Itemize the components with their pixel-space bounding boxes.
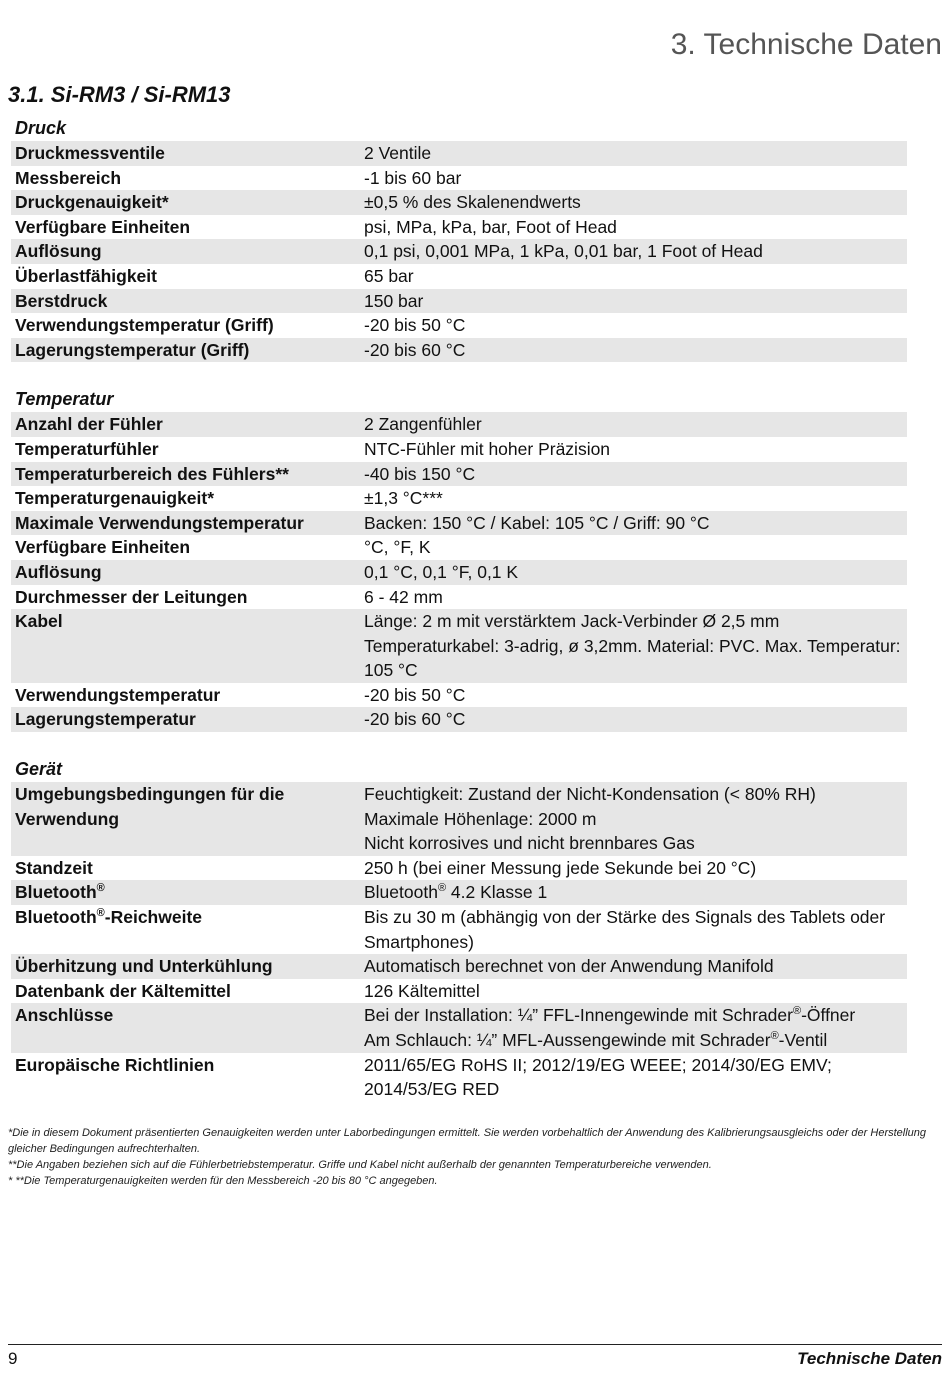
footnotes	[8, 1125, 938, 1189]
spec-row	[11, 166, 907, 191]
footnote: *Die in diesem Dokument präsentierten Genauigkeiten werden unter Laborbedingungen ermittelt. Sie werden vorbehaltlich der Anwendung des Kalibrierungsausgleichs oder der Herstellung gleicher Bedingungen aufrechterhalten.	[8, 1127, 927, 1155]
spec-value-line: Bei der Installation: ¼” FFL-Innengewinde mit Schrader®-Öffner	[364, 1005, 856, 1026]
spec-value	[361, 215, 907, 240]
spec-value	[361, 462, 907, 487]
spec-row	[11, 141, 907, 166]
spec-value-line: Am Schlauch: ¼” MFL-Aussengewinde mit Schrader®-Ventil	[364, 1030, 828, 1050]
spec-value-line: Bis zu 30 m (abhängig von der Stärke des Signals des Tablets oder	[364, 907, 886, 928]
spec-label: Standzeit	[15, 857, 93, 878]
spec-label: Datenbank der Kältemittel	[15, 980, 231, 1001]
spec-row	[11, 239, 907, 264]
spec-label: Überlastfähigkeit	[15, 265, 157, 286]
spec-label: Verfügbare Einheiten	[15, 216, 191, 237]
spec-value-line: Smartphones)	[364, 931, 474, 952]
spec-label: Druckmessventile	[15, 143, 165, 163]
spec-value	[361, 239, 907, 264]
spec-value	[361, 313, 907, 338]
spec-row	[11, 338, 907, 363]
spec-value-line: Feuchtigkeit: Zustand der Nicht-Kondensation (< 80% RH)	[364, 784, 816, 805]
spec-label: Bluetooth®-Reichweite	[15, 907, 203, 928]
spec-label: Verwendungstemperatur	[15, 684, 221, 705]
spec-value-line: Backen: 150 °C / Kabel: 105 °C / Griff: 90 °C	[364, 512, 710, 533]
spec-value-line: NTC-Fühler mit hoher Präzision	[364, 438, 611, 459]
spec-row	[11, 264, 907, 289]
spec-value-line: 250 h (bei einer Messung jede Sekunde bei 20 °C)	[364, 857, 757, 878]
spec-row	[11, 412, 907, 437]
spec-value-line: psi, MPa, kPa, bar, Foot of Head	[364, 216, 617, 237]
spec-value	[361, 486, 907, 511]
spec-label: Überhitzung und Unterkühlung	[15, 956, 273, 977]
spec-label: Kabel	[15, 611, 63, 632]
spec-row	[11, 856, 907, 881]
spec-row	[11, 954, 907, 979]
spec-row	[11, 609, 907, 683]
spec-value-line: -1 bis 60 bar	[364, 167, 462, 188]
spec-row	[11, 535, 907, 560]
spec-row	[11, 313, 907, 338]
spec-value	[361, 511, 907, 536]
spec-value-line: °C, °F, K	[364, 537, 431, 558]
footer-title: Technische Daten	[797, 1349, 942, 1368]
spec-row	[11, 1053, 907, 1102]
spec-value-line: 126 Kältemittel	[364, 980, 480, 1001]
spec-label: Europäische Richtlinien	[15, 1054, 215, 1075]
spec-value	[361, 412, 907, 437]
spec-value	[361, 1053, 907, 1102]
spec-label: Anzahl der Fühler	[15, 414, 163, 435]
spec-label: Temperaturbereich des Fühlers**	[15, 463, 289, 484]
spec-value-line: 2 Zangenfühler	[364, 414, 482, 435]
footnote: * **Die Temperaturgenauigkeiten werden für den Messbereich -20 bis 80 °C angegeben.	[8, 1175, 438, 1187]
spec-value-line: 2011/65/EG RoHS II; 2012/19/EG WEEE; 2014/30/EG EMV;	[364, 1054, 832, 1075]
spec-row	[11, 437, 907, 462]
spec-row	[11, 707, 907, 732]
spec-value-line: 6 - 42 mm	[364, 586, 443, 607]
spec-value-line: 2 Ventile	[364, 143, 432, 163]
group-druck	[11, 141, 907, 362]
spec-value-line: 0,1 psi, 0,001 MPa, 1 kPa, 0,01 bar, 1 Foot of Head	[364, 241, 763, 262]
spec-row	[11, 289, 907, 314]
spec-row	[11, 1003, 907, 1052]
spec-label: Durchmesser der Leitungen	[15, 586, 248, 607]
spec-value	[361, 905, 907, 954]
spec-label: Berstdruck	[15, 290, 108, 311]
spec-value-line: ±1,3 °C***	[364, 488, 443, 509]
spec-label: Temperaturgenauigkeit*	[15, 488, 215, 509]
spec-value	[361, 1003, 907, 1052]
spec-value-line: Bluetooth® 4.2 Klasse 1	[364, 882, 548, 903]
spec-value	[361, 166, 907, 191]
spec-value-line: Temperaturkabel: 3-adrig, ø 3,2mm. Material: PVC. Max. Temperatur:	[364, 635, 901, 656]
spec-value-line: Maximale Höhenlage: 2000 m	[364, 808, 597, 829]
spec-value	[361, 707, 907, 732]
spec-value	[361, 880, 907, 905]
footer-rule	[8, 1344, 942, 1345]
spec-row	[11, 979, 907, 1004]
spec-value	[361, 264, 907, 289]
footnote: **Die Angaben beziehen sich auf die Fühlerbetriebstemperatur. Griffe und Kabel nicht außerhalb der genannten Temperaturbereiche verwenden.	[8, 1159, 712, 1171]
spec-row	[11, 905, 907, 954]
group-heading: Gerät	[15, 759, 63, 780]
spec-value	[361, 289, 907, 314]
spec-row	[11, 560, 907, 585]
spec-value	[361, 141, 907, 166]
spec-value	[361, 856, 907, 881]
spec-value-line: ±0,5 % des Skalenendwerts	[364, 192, 581, 213]
page-number: 9	[8, 1349, 18, 1368]
spec-value-line: -40 bis 150 °C	[364, 463, 476, 484]
spec-value	[361, 585, 907, 610]
spec-label: Lagerungstemperatur	[15, 709, 196, 730]
spec-label: Druckgenauigkeit*	[15, 192, 169, 213]
spec-label: Anschlüsse	[15, 1005, 114, 1026]
spec-row	[11, 683, 907, 708]
spec-value-line: 0,1 °C, 0,1 °F, 0,1 K	[364, 561, 519, 582]
spec-value	[361, 782, 907, 856]
spec-value	[361, 954, 907, 979]
spec-value-line: -20 bis 50 °C	[364, 684, 466, 705]
spec-value	[361, 338, 907, 363]
group-heading: Temperatur	[15, 389, 114, 410]
spec-value-line: 105 °C	[364, 660, 418, 681]
spec-label: Bluetooth®	[15, 882, 105, 903]
spec-label: Verwendungstemperatur (Griff)	[15, 315, 274, 336]
spec-label: Verfügbare Einheiten	[15, 537, 191, 558]
spec-value-line: 2014/53/EG RED	[364, 1079, 500, 1100]
spec-label: Auflösung	[15, 561, 102, 582]
spec-value-line: Länge: 2 m mit verstärktem Jack-Verbinder Ø 2,5 mm	[364, 611, 780, 632]
chapter-title: 3. Technische Daten	[670, 28, 942, 61]
spec-value	[361, 560, 907, 585]
spec-value-line: -20 bis 50 °C	[364, 315, 466, 336]
spec-label: Maximale Verwendungstemperatur	[15, 512, 304, 533]
spec-label: Auflösung	[15, 241, 102, 262]
spec-row	[11, 190, 907, 215]
spec-value-line: -20 bis 60 °C	[364, 709, 466, 730]
spec-value	[361, 535, 907, 560]
spec-value-line: -20 bis 60 °C	[364, 339, 466, 360]
spec-row	[11, 462, 907, 487]
spec-value-line: 150 bar	[364, 290, 424, 311]
spec-value	[361, 979, 907, 1004]
group-temperatur	[11, 412, 907, 732]
spec-row	[11, 486, 907, 511]
spec-value	[361, 609, 907, 683]
spec-row	[11, 511, 907, 536]
spec-table	[11, 116, 907, 1102]
group-geraet	[11, 782, 907, 1102]
spec-row	[11, 880, 907, 905]
spec-row	[11, 585, 907, 610]
spec-label: Umgebungsbedingungen für die Verwendung	[15, 784, 285, 829]
spec-row	[11, 215, 907, 240]
spec-value-line: Nicht korrosives und nicht brennbares Gas	[364, 833, 695, 854]
spec-value	[361, 683, 907, 708]
spec-row	[11, 782, 907, 856]
group-heading: Druck	[15, 118, 67, 138]
spec-label: Lagerungstemperatur (Griff)	[15, 339, 250, 360]
spec-value	[361, 190, 907, 215]
section-title: 3.1. Si-RM3 / Si-RM13	[8, 82, 231, 107]
spec-value	[361, 437, 907, 462]
spec-value-line: Automatisch berechnet von der Anwendung Manifold	[364, 956, 774, 977]
spec-label: Messbereich	[15, 167, 122, 188]
spec-label: Temperaturfühler	[15, 438, 159, 459]
spec-value-line: 65 bar	[364, 265, 414, 286]
